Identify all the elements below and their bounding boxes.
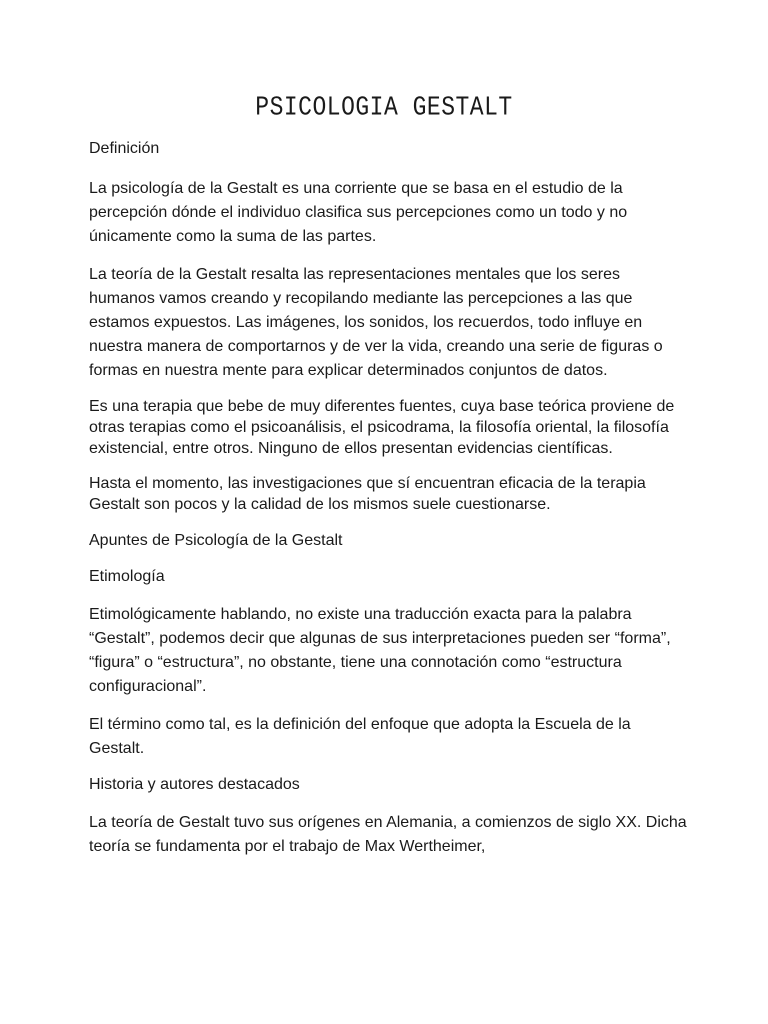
paragraph-definicion: La psicología de la Gestalt es una corriente que se basa en el estudio de la percepción dónde el individuo clasifica sus percepciones como un todo y no únicamente como la suma de las partes. bbox=[89, 180, 628, 245]
paragraph-terapia: Es una terapia que bebe de muy diferentes fuentes, cuya base teórica proviene de otras terapias como el psicoanálisis, el psicodrama, la filosofía oriental, la filosofía existencial, entre otros. Ninguno de ellos presentan evidencias científicas. bbox=[89, 398, 675, 457]
document-body bbox=[89, 139, 689, 859]
heading-apuntes: Apuntes de Psicología de la Gestalt bbox=[89, 532, 343, 549]
heading-definicion: Definición bbox=[89, 140, 160, 157]
document-title: PSICOLOGIA GESTALT bbox=[255, 92, 513, 123]
paragraph-etimologia: Etimológicamente hablando, no existe una traducción exacta para la palabra “Gestalt”, podemos decir que algunas de sus interpretaciones pueden ser “forma”, “figura” o “estructura”, no obstante, tiene una connotación como “estructura configuracional”. bbox=[89, 606, 671, 695]
heading-historia: Historia y autores destacados bbox=[89, 776, 300, 793]
paragraph-teoria: La teoría de la Gestalt resalta las representaciones mentales que los seres humanos vamos creando y recopilando mediante las percepciones a las que estamos expuestos. Las imágenes, los sonidos, los recuerdos, todo influye en nuestra manera de comportarnos y de ver la vida, creando una serie de figuras o formas en nuestra mente para explicar determinados conjuntos de datos. bbox=[89, 266, 663, 379]
paragraph-historia: La teoría de Gestalt tuvo sus orígenes en Alemania, a comienzos de siglo XX. Dicha teoría se fundamenta por el trabajo de Max Wertheimer, bbox=[89, 814, 687, 855]
paragraph-termino: El término como tal, es la definición del enfoque que adopta la Escuela de la Gestalt. bbox=[89, 716, 631, 757]
heading-etimologia: Etimología bbox=[89, 568, 165, 585]
paragraph-investigaciones: Hasta el momento, las investigaciones que sí encuentran eficacia de la terapia Gestalt son pocos y la calidad de los mismos suele cuestionarse. bbox=[89, 475, 646, 513]
